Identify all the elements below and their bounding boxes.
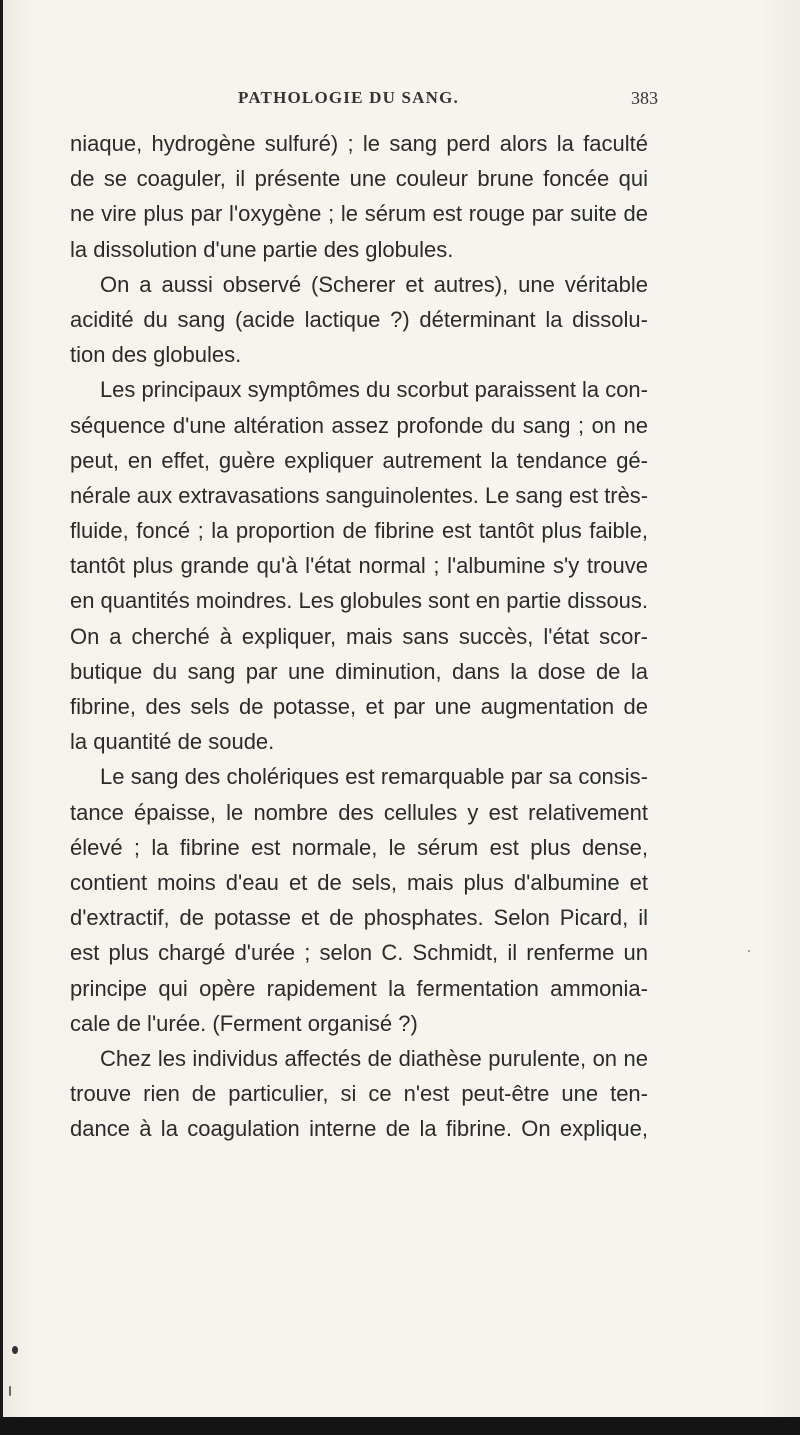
text-line: tance épaisse, le nombre des cellules y est relativement xyxy=(70,799,648,825)
page-left-edge xyxy=(0,0,3,1435)
text-line: acidité du sang (acide lactique ?) déterminant la dissolu- xyxy=(70,306,648,332)
page-bottom-edge xyxy=(0,1417,800,1435)
text-line: dance à la coagulation interne de la fibrine. On explique, xyxy=(70,1116,648,1142)
text-line: butique du sang par une diminution, dans la dose de la xyxy=(70,658,648,684)
body-text xyxy=(70,126,648,1146)
text-line: fibrine, des sels de potasse, et par une augmentation de xyxy=(70,694,648,719)
text-line: tantôt plus grande qu'à l'état normal ; l'albumine s'y trouve xyxy=(70,553,648,579)
text-line: contient moins d'eau et de sels, mais plus d'albumine et xyxy=(70,869,648,895)
ink-speck xyxy=(12,1346,18,1354)
text-line: élevé ; la fibrine est normale, le sérum est plus dense, xyxy=(70,834,648,860)
running-header xyxy=(238,88,658,114)
page-number: 383 xyxy=(631,88,658,108)
text-line: d'extractif, de potasse et de phosphates. Selon Picard, il xyxy=(70,905,648,931)
text-line: en quantités moindres. Les globules sont en partie dissous. xyxy=(70,588,649,614)
ink-speck xyxy=(9,1386,11,1396)
text-line: la dissolution d'une partie des globules. xyxy=(70,236,454,262)
text-line: la quantité de soude. xyxy=(70,729,275,755)
text-line: Chez les individus affectés de diathèse purulente, on ne xyxy=(100,1045,648,1071)
text-line: tion des globules. xyxy=(70,342,242,368)
text-line: ne vire plus par l'oxygène ; le sérum est rouge par suite de xyxy=(70,201,648,227)
text-line: Les principaux symptômes du scorbut paraissent la con- xyxy=(99,377,648,403)
text-line: On a aussi observé (Scherer et autres), une véritable xyxy=(100,271,648,297)
text-line: cale de l'urée. (Ferment organisé ?) xyxy=(70,1010,418,1036)
text-line: nérale aux extravasations sanguinolentes. Le sang est très- xyxy=(70,482,649,508)
text-line: Le sang des cholériques est remarquable par sa consis- xyxy=(100,764,648,790)
text-line: principe qui opère rapidement la fermentation ammonia- xyxy=(70,975,648,1001)
text-line: fluide, foncé ; la proportion de fibrine est tantôt plus faible, xyxy=(70,518,648,544)
text-line: niaque, hydrogène sulfuré) ; le sang perd alors la faculté xyxy=(70,131,648,156)
text-line: est plus chargé d'urée ; selon C. Schmidt, il renferme un xyxy=(70,940,648,966)
text-line: trouve rien de particulier, si ce n'est peut-être une ten- xyxy=(70,1081,648,1107)
running-title: PATHOLOGIE DU SANG. xyxy=(238,88,459,107)
text-line: séquence d'une altération assez profonde du sang ; on ne xyxy=(70,412,648,438)
ink-speck xyxy=(748,950,750,952)
text-line: de se coaguler, il présente une couleur brune foncée qui xyxy=(70,166,648,192)
text-line: On a cherché à expliquer, mais sans succès, l'état scor- xyxy=(70,623,648,649)
text-line: peut, en effet, guère expliquer autrement la tendance gé- xyxy=(70,447,648,473)
